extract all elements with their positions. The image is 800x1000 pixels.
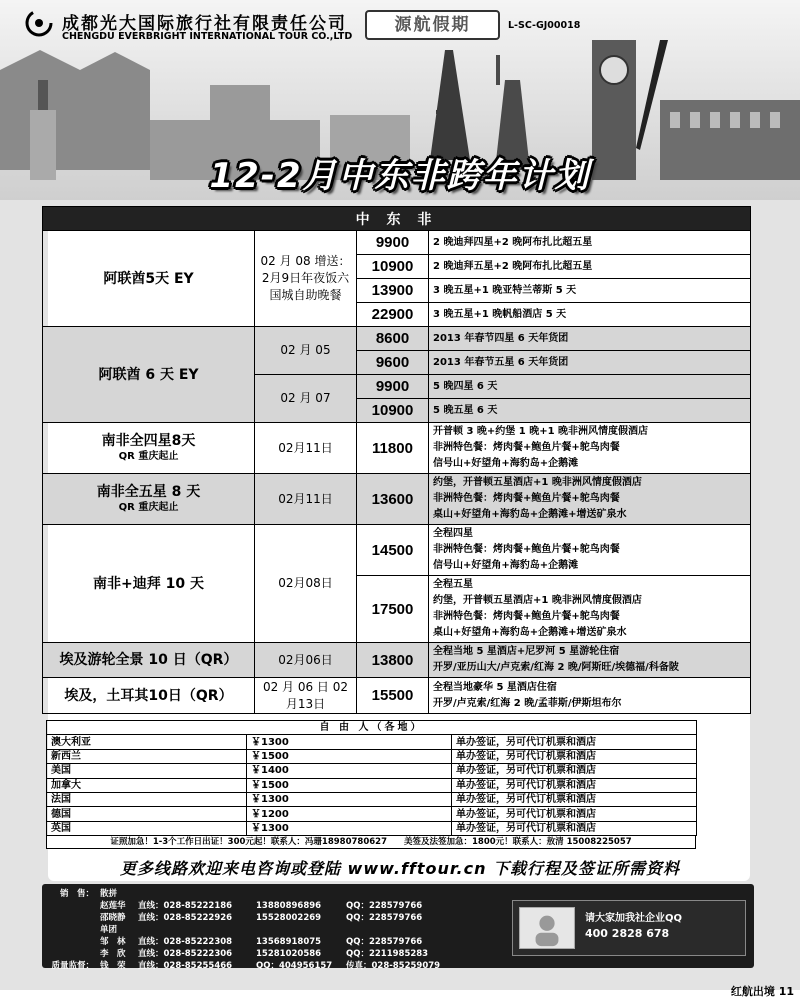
itinerary-line: 桌山+好望角+海豹岛+企鹅滩+增送矿泉水 xyxy=(433,627,627,638)
visa-note: 单办签证，另可代订机票和酒店 xyxy=(452,821,697,835)
price: 11800 xyxy=(357,423,429,474)
contact-name: 邹 林 xyxy=(100,937,126,947)
country: 法国 xyxy=(47,792,247,806)
itinerary-line: 非洲特色餐：烤肉餐+鲍鱼片餐+鸵鸟肉餐 xyxy=(433,611,620,622)
contact-qq: QQ：404956157 xyxy=(256,961,333,971)
itinerary: 5 晚四星 6 天 xyxy=(429,375,751,399)
contact-dept: 散拼 xyxy=(100,889,118,899)
brand-logo: 源航假期 xyxy=(365,10,500,40)
page-number: 红航出境 11 xyxy=(730,985,794,998)
visa-note: 单办签证，另可代订机票和酒店 xyxy=(452,807,697,821)
contact-row xyxy=(50,924,456,936)
departure-date: 02 月 08 增送：2月9日年夜饭六国城自助晚餐 xyxy=(255,231,357,327)
route-title: 南非全五星 8 天 xyxy=(96,484,201,500)
visa-note: 单办签证，另可代订机票和酒店 xyxy=(452,778,697,792)
itinerary-line: 非洲特色餐：烤肉餐+鲍鱼片餐+鸵鸟肉餐 xyxy=(433,493,620,504)
table-row xyxy=(47,735,697,749)
route-name: 阿联酋5天 EY xyxy=(43,231,255,327)
contact-list xyxy=(50,888,456,972)
table-row xyxy=(47,749,697,763)
country: 澳大利亚 xyxy=(47,735,247,749)
contact-tel: 直线：028-85222308 xyxy=(138,937,233,947)
supervisor-label: 质量监督： xyxy=(51,961,94,971)
itinerary xyxy=(429,643,751,678)
price: 8600 xyxy=(357,327,429,351)
itinerary: 2013 年春节四星 6 天年货团 xyxy=(429,327,751,351)
price: 10900 xyxy=(357,255,429,279)
itinerary: 3 晚五星+1 晚帆船酒店 5 天 xyxy=(429,303,751,327)
contact-tel: 直线：028-85222306 xyxy=(138,949,233,959)
contact-row xyxy=(50,960,456,972)
visa-price-table xyxy=(46,720,697,836)
itinerary-line: 信号山+好望角+海豹岛+企鹅滩 xyxy=(433,458,579,469)
departure-date: 02月11日 xyxy=(255,474,357,525)
itinerary xyxy=(429,525,751,576)
contact-name: 李 欣 xyxy=(100,949,126,959)
table-row xyxy=(47,764,697,778)
contact-tel: 直线：028-85222186 xyxy=(138,901,233,911)
departure-date: 02 月 07 xyxy=(255,375,357,423)
itinerary-line: 非洲特色餐：烤肉餐+鲍鱼片餐+鸵鸟肉餐 xyxy=(433,544,620,555)
itinerary xyxy=(429,678,751,714)
itinerary xyxy=(429,474,751,525)
visa-note: 单办签证，另可代订机票和酒店 xyxy=(452,792,697,806)
table-row xyxy=(47,778,697,792)
route-name: 阿联酋 6 天 EY xyxy=(43,327,255,423)
itinerary-line: 桌山+好望角+海豹岛+企鹅滩+增送矿泉水 xyxy=(433,509,627,520)
visa-price: ￥1300 xyxy=(247,821,452,835)
departure-date: 02月08日 xyxy=(255,525,357,643)
price: 9600 xyxy=(357,351,429,375)
qq-label: 请大家加我社企业QQ xyxy=(585,913,683,924)
visa-price: ￥1300 xyxy=(247,792,452,806)
website-banner: 更多线路欢迎来电咨询或登陆 www.fftour.cn 下载行程及签证所需资料 xyxy=(119,859,681,878)
country: 加拿大 xyxy=(47,778,247,792)
itinerary xyxy=(429,423,751,474)
contact-row xyxy=(50,936,456,948)
route-name: 埃及游轮全景 10 日（QR） xyxy=(43,643,255,678)
itinerary-line: 全程四星 xyxy=(433,528,473,539)
visa-table-header: 自 由 人（各地） xyxy=(47,721,697,735)
price: 13800 xyxy=(357,643,429,678)
contact-mobile: 15528002269 xyxy=(256,913,322,923)
route-name xyxy=(43,474,255,525)
visa-rush-note: 证照加急！1-3个工作日出证！300元起！联系人：冯珊18980780627 美签及法签加急：1800元！联系人：敖清 15008225057 xyxy=(46,836,696,849)
contact-tel: 直线：028-85255466 xyxy=(138,961,233,971)
itinerary-line: 信号山+好望角+海豹岛+企鹅滩 xyxy=(433,560,579,571)
visa-price: ￥1300 xyxy=(247,735,452,749)
route-departure-city: QR 重庆起止 xyxy=(118,451,179,462)
visa-price: ￥1500 xyxy=(247,778,452,792)
price: 15500 xyxy=(357,678,429,714)
section-header: 中 东 非 xyxy=(43,207,751,231)
itinerary: 2 晚迪拜四星+2 晚阿布扎比超五星 xyxy=(429,231,751,255)
contact-name: 赵莲华 xyxy=(100,901,126,911)
itinerary: 2 晚迪拜五星+2 晚阿布扎比超五星 xyxy=(429,255,751,279)
contact-mobile: 15281020586 xyxy=(256,949,322,959)
country: 新西兰 xyxy=(47,749,247,763)
itinerary: 3 晚五星+1 晚亚特兰蒂斯 5 天 xyxy=(429,279,751,303)
contact-qq: QQ：228579766 xyxy=(346,901,423,911)
contact-row xyxy=(50,912,456,924)
contact-qq: QQ：228579766 xyxy=(346,913,423,923)
price: 17500 xyxy=(357,576,429,643)
company-name-en: CHENGDU EVERBRIGHT INTERNATIONAL TOUR CO.,LTD xyxy=(62,31,353,42)
country: 德国 xyxy=(47,807,247,821)
itinerary: 5 晚五星 6 天 xyxy=(429,399,751,423)
contact-mobile: 13880896896 xyxy=(256,901,322,911)
route-title: 南非全四星8天 xyxy=(101,433,196,449)
departure-date: 02 月 05 xyxy=(255,327,357,375)
contact-dept: 单团 xyxy=(100,925,118,935)
visa-price: ￥1400 xyxy=(247,764,452,778)
company-logo-icon xyxy=(24,8,54,38)
qq-photo-icon xyxy=(519,907,575,949)
itinerary-line: 全程当地 5 星酒店+尼罗河 5 星游轮住宿 xyxy=(433,646,620,657)
itinerary-line: 开罗/亚历山大/卢克索/红海 2 晚/阿斯旺/埃德福/科备陂 xyxy=(433,662,679,673)
contact-row xyxy=(50,948,456,960)
contact-mobile: 13568918075 xyxy=(256,937,322,947)
country: 美国 xyxy=(47,764,247,778)
enterprise-qq-box xyxy=(512,900,746,956)
itinerary-line: 非洲特色餐：烤肉餐+鲍鱼片餐+鸵鸟肉餐 xyxy=(433,442,620,453)
contact-name: 钱 荣 xyxy=(100,961,126,971)
price: 9900 xyxy=(357,231,429,255)
visa-price: ￥1500 xyxy=(247,749,452,763)
qq-number: 400 2828 678 xyxy=(585,927,670,940)
visa-note: 单办签证，另可代订机票和酒店 xyxy=(452,749,697,763)
table-row xyxy=(47,821,697,835)
price: 22900 xyxy=(357,303,429,327)
license-number: L-SC-GJ00018 xyxy=(508,20,581,31)
itinerary: 2013 年春节五星 6 天年货团 xyxy=(429,351,751,375)
country: 英国 xyxy=(47,821,247,835)
departure-date: 02月11日 xyxy=(255,423,357,474)
company-name-cn: 成都光大国际旅行社有限责任公司 xyxy=(62,14,347,34)
sales-label: 销 售： xyxy=(59,889,94,899)
price: 14500 xyxy=(357,525,429,576)
contact-tel: 直线：028-85222926 xyxy=(138,913,233,923)
contact-fax: 传真：028-85259079 xyxy=(346,961,441,971)
departure-date: 02 月 06 日 02月13日 xyxy=(255,678,357,714)
itinerary-line: 全程五星 xyxy=(433,579,473,590)
visa-note: 单办签证，另可代订机票和酒店 xyxy=(452,735,697,749)
route-name xyxy=(43,423,255,474)
table-row xyxy=(47,807,697,821)
contact-row xyxy=(50,888,456,900)
itinerary-line: 开普顿 3 晚+约堡 1 晚+1 晚非洲风情度假酒店 xyxy=(433,426,649,437)
table-row xyxy=(47,792,697,806)
contact-qq: QQ：2211985283 xyxy=(346,949,429,959)
header-banner xyxy=(0,0,800,200)
price: 10900 xyxy=(357,399,429,423)
contact-row xyxy=(50,900,456,912)
itinerary-line: 约堡，开普顿五星酒店+1 晚非洲风情度假酒店 xyxy=(433,477,642,488)
route-name: 埃及，土耳其10日（QR） xyxy=(43,678,255,714)
itinerary-line: 开罗/卢克索/红海 2 晚/孟菲斯/伊斯坦布尔 xyxy=(433,697,622,709)
price: 13600 xyxy=(357,474,429,525)
price: 13900 xyxy=(357,279,429,303)
contact-name: 邵晓静 xyxy=(100,913,126,923)
contact-qq: QQ：228579766 xyxy=(346,937,423,947)
departure-date: 02月06日 xyxy=(255,643,357,678)
route-departure-city: QR 重庆起止 xyxy=(118,502,179,513)
promo-title: 12-2月中东非跨年计划 xyxy=(209,156,591,196)
route-name: 南非+迪拜 10 天 xyxy=(43,525,255,643)
itinerary-line: 约堡，开普顿五星酒店+1 晚非洲风情度假酒店 xyxy=(433,595,642,606)
contact-footer xyxy=(42,884,754,971)
itinerary-line: 全程当地豪华 5 星酒店住宿 xyxy=(433,681,557,693)
visa-note: 单办签证，另可代订机票和酒店 xyxy=(452,764,697,778)
tour-price-table xyxy=(42,206,751,714)
itinerary xyxy=(429,576,751,643)
visa-price: ￥1200 xyxy=(247,807,452,821)
price: 9900 xyxy=(357,375,429,399)
